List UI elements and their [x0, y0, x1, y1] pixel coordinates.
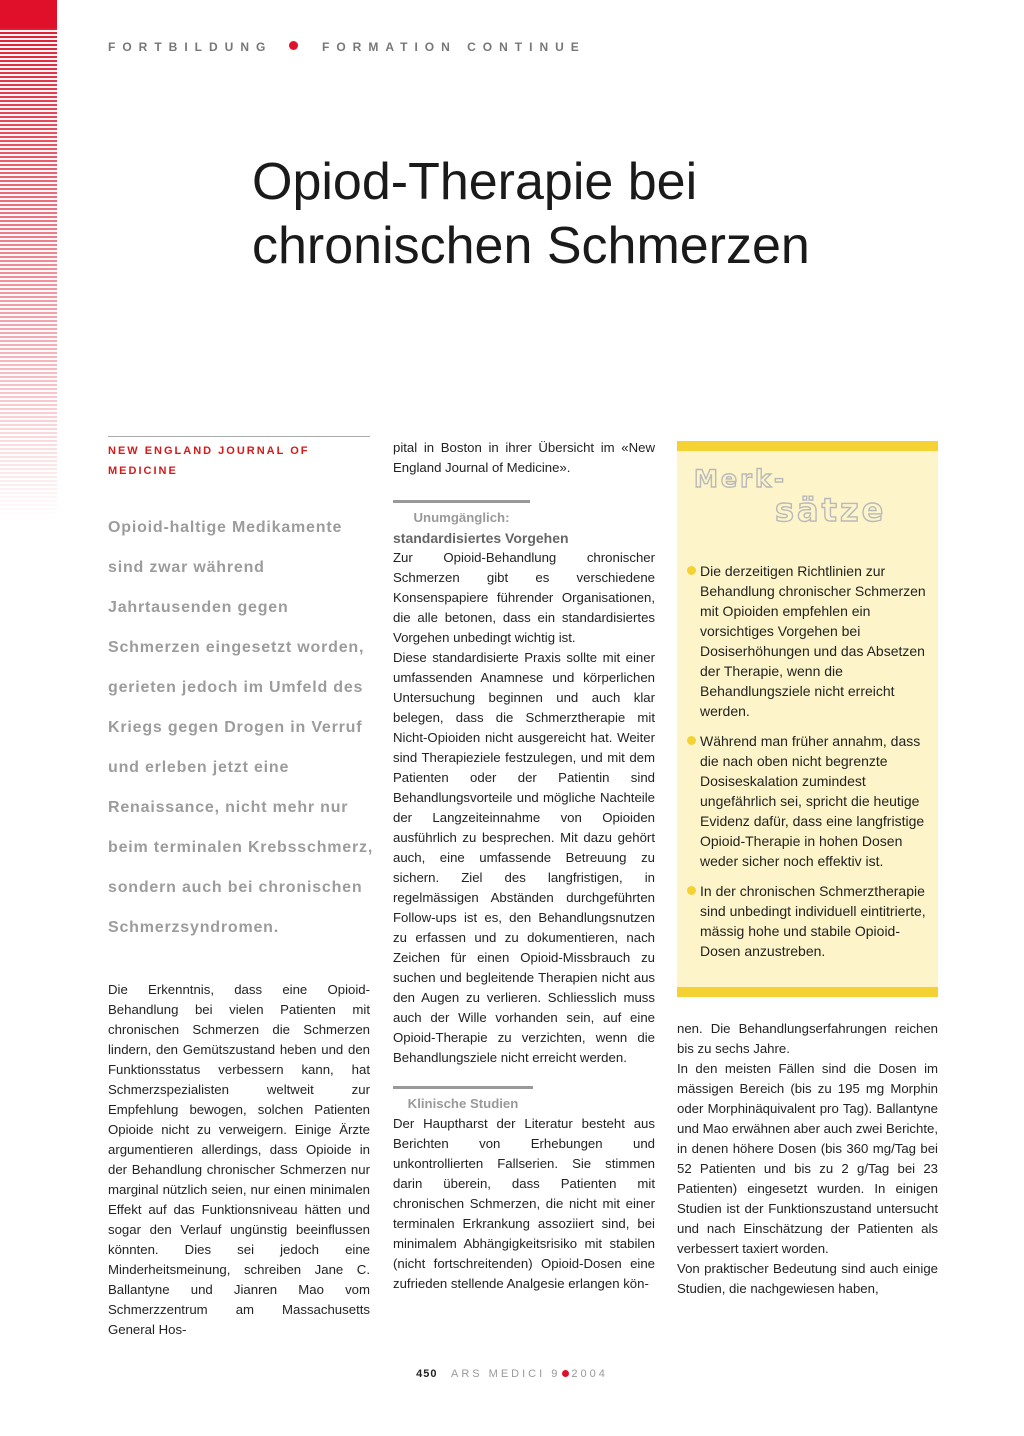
key-point-text: Während man früher annahm, dass die nach oben nicht begrenzte Dosiseskalation zumindest ungefährlich sei, spricht die heutige Evidenz dafür, dass eine langfristige Opioid-Therapie in hohen Dosen weder sicher noch effektiv ist. [700, 733, 925, 869]
subheading-2-text: Klinische Studien [393, 1086, 533, 1114]
article-title [252, 150, 972, 278]
key-point-item [687, 561, 932, 721]
journal-name: ARS MEDICI 9 [450, 1368, 561, 1380]
decorative-stripe-top [0, 0, 57, 28]
kicker-left: FORTBILDUNG [108, 40, 273, 54]
source-journal [108, 436, 370, 481]
col2-intro: pital in Boston in ihrer Übersicht im «New England Journal of Medicine». [393, 440, 655, 475]
source-line-1: NEW ENGLAND JOURNAL OF [108, 445, 310, 457]
source-line-2: MEDICINE [108, 465, 178, 477]
title-line-2: chronischen Schmerzen [252, 217, 810, 275]
col2-paragraph-2: Diese standardisierte Praxis sollte mit einer umfassenden Anamnese und körperlichen Untersuchung beginnen und auch klar belegen, dass die Schmerztherapie mit Nicht-Opioiden nicht ausgereicht hat. Weiter sind Therapieziele festzulegen, und mit dem Patienten oder der Patientin sind Behandlungsvorteile und mögliche Nachteile der Langzeiteinnahme von Opioiden ausführlich zu besprechen. Mit dazu gehört auch, eine umfassende Betreuung zu sichern. Ziel des langfristigen, in regelmässigen Abständen durchgeführten Follow-ups ist es, den Behandlungsnutzen zu erfassen und zu dokumentieren, nach Zeichen für einen Opioid-Missbrauch zu suchen und begleitende Therapien nicht aus den Augen zu verlieren. Schliesslich muss auch der Wille vorhanden sein, auf eine Opioid-Therapie zu verzichten, wenn die Behandlungsziele nicht erreicht werden. [393, 650, 655, 1065]
box-title-line-2: sätze [775, 491, 887, 529]
col3-paragraph-1: nen. Die Behandlungserfahrungen reichen bis zu sechs Jahre. [677, 1021, 938, 1056]
section-kicker [108, 40, 586, 54]
col1-paragraph: Die Erkenntnis, dass eine Opioid-Behandlung bei vielen Patienten mit chronischen Schmerzen die Schmerzen lindern, den Gemütszustand heben und den Funktionsstatus verbessern kann, hat Schmerzspezialisten weltweit zur Empfehlung bewogen, solchen Patienten Opioide nicht zu verweigern. Einige Ärzte argumentieren allerdings, dass Opioide in der Behandlung chronischer Schmerzen nur marginal nützlich seien, nur einen minimalen Effekt auf das Funktionsniveau hätten und sogar den Verlauf ungünstig beeinflussen könnten. Dies sei jedoch eine Minderheitsmeinung, schreiben Jane C. Ballantyne und Jianren Mao vom Schmerzzentrum am Massachusetts General Hos- [108, 982, 370, 1337]
column-2 [393, 438, 655, 1294]
title-line-1: Opiod-Therapie bei [252, 153, 698, 211]
key-points-list [687, 561, 932, 971]
col3-paragraph-3: Von praktischer Bedeutung sind auch einige Studien, die nachgewiesen haben, [677, 1261, 938, 1296]
decorative-stripe [0, 0, 57, 520]
box-title-line-1: Merk- [694, 465, 787, 493]
key-point-text: In der chronischen Schmerztherapie sind unbedingt individuell eintitrierte, mässig hohe und stabile Opioid-Dosen anzustreben. [700, 883, 926, 959]
subheading-1-top: Unumgänglich: [393, 500, 530, 528]
journal-year: 2004 [571, 1368, 608, 1380]
column-3 [677, 1019, 938, 1299]
col2-paragraph-3: Der Hauptharst der Literatur besteht aus Berichten von Erhebungen und unkontrollierten Fallserien. Sie stimmen darin überein, dass Patienten mit chronischen Schmerzen, die nicht mit einer terminalen Erkrankung assoziiert sind, bei minimalem Abhängigkeitsrisiko mit stabilen (nicht fortschreitenden) Opioid-Dosen eine zufrieden stellende Analgesie erlangen kön- [393, 1116, 655, 1291]
col3-paragraph-2: In den meisten Fällen sind die Dosen im mässigen Bereich (bis zu 195 mg Morphin oder Morphinäquivalent pro Tag). Ballantyne und Mao erwähnen aber auch zwei Berichte, in denen höhere Dosen (bis 360 mg/Tag bei 52 Patienten und bis zu 2 g/Tag bei 23 Patienten) eingesetzt wurden. In einigen Studien ist der Funktionszustand untersucht und nach Einschätzung der Patienten als verbessert taxiert worden. [677, 1061, 938, 1256]
red-dot-icon [289, 41, 298, 50]
subheading-2 [393, 1086, 655, 1114]
red-dot-icon [562, 1370, 569, 1377]
yellow-bullet-icon [687, 886, 696, 895]
column-1 [108, 980, 370, 1340]
yellow-bullet-icon [687, 736, 696, 745]
page-footer [0, 1368, 1024, 1380]
kicker-right: FORMATION CONTINUE [322, 40, 586, 54]
subheading-1-bottom: standardisiertes Vorgehen [393, 530, 569, 546]
col2-paragraph-1: Zur Opioid-Behandlung chronischer Schmerzen gibt es verschiedene Konsenspapiere führender Organisationen, die alle betonen, dass ein standardisiertes Vorgehen unbedingt wichtig ist. [393, 550, 655, 645]
key-points-box [677, 441, 938, 997]
subheading-1 [393, 500, 655, 548]
key-point-item [687, 731, 932, 871]
key-point-text: Die derzeitigen Richtlinien zur Behandlung chronischer Schmerzen mit Opioiden empfehlen ein vorsichtiges Vorgehen bei Dosiserhöhungen und das Absetzen der Therapie, wenn die Behandlungsziele nicht erreicht werden. [700, 563, 926, 719]
page-number: 450 [416, 1368, 438, 1380]
lead-paragraph: Opioid-haltige Medikamente sind zwar während Jahrtausenden gegen Schmerzen eingesetzt worden, gerieten jedoch im Umfeld des Kriegs gegen Drogen in Verruf und erleben jetzt eine Renaissance, nicht mehr nur beim terminalen Krebsschmerz, sondern auch bei chronischen Schmerzsyndromen. [108, 519, 374, 936]
key-point-item [687, 881, 932, 961]
yellow-bullet-icon [687, 566, 696, 575]
